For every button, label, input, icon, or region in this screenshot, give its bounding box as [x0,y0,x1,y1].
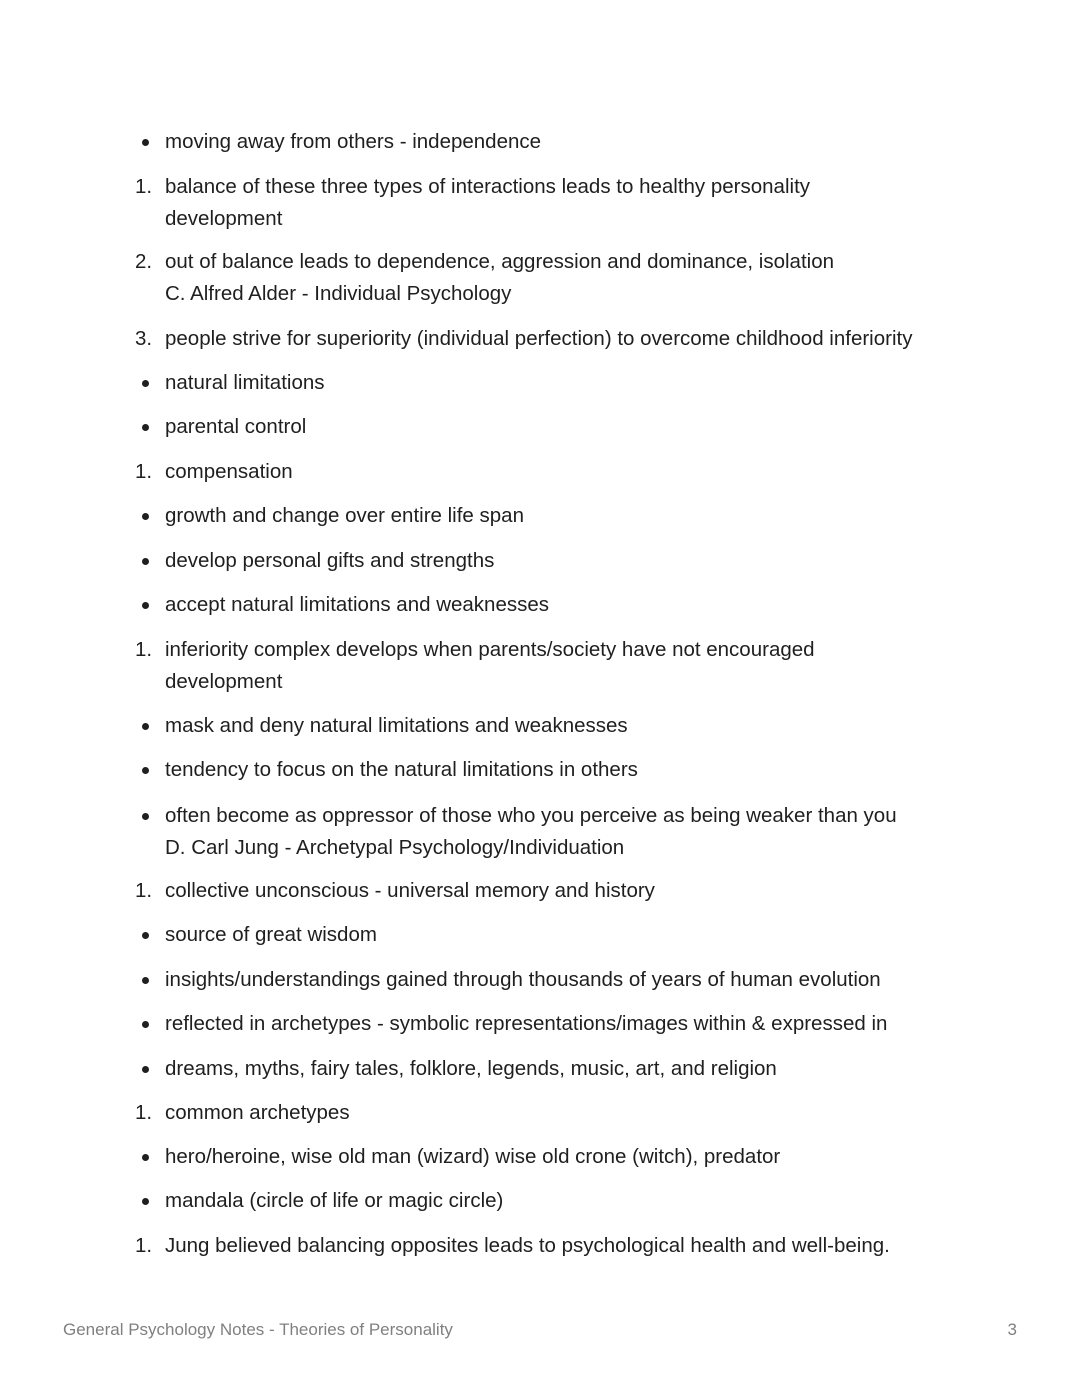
list-item-text: compensation [165,460,293,483]
list-number: 1. [135,1101,153,1124]
section-heading-carl-jung: D. Carl Jung - Archetypal Psychology/Individuation [165,836,625,859]
list-number: 1. [135,460,153,483]
list-item-text-continuation: development [165,207,283,230]
bullet-icon [142,813,149,820]
bullet-icon [142,977,149,984]
list-item-text: balance of these three types of interactions leads to healthy personality [165,175,811,198]
list-item-text: dreams, myths, fairy tales, folklore, legends, music, art, and religion [165,1057,777,1080]
bullet-icon [142,1066,149,1073]
list-item-text: common archetypes [165,1101,350,1124]
section-heading-alfred-adler: C. Alfred Alder - Individual Psychology [165,282,512,305]
list-item [165,964,965,996]
list-item-text: tendency to focus on the natural limitations in others [165,758,638,781]
list-item-text-continuation: development [165,670,283,693]
bullet-icon [142,424,149,431]
bullet-icon [142,767,149,774]
list-item [165,411,965,443]
list-number: 3. [135,327,153,350]
list-item [165,800,965,864]
footer-page-number: 3 [1007,1320,1017,1339]
list-number: 2. [135,250,153,273]
bullet-icon [142,139,149,146]
list-number: 1. [135,638,153,661]
bullet-icon [142,1154,149,1161]
list-item [165,1141,965,1173]
list-item-text: develop personal gifts and strengths [165,549,495,572]
list-item-text: mandala (circle of life or magic circle) [165,1189,504,1212]
list-number: 1. [135,879,153,902]
list-item [135,323,985,355]
bullet-icon [142,380,149,387]
bullet-icon [142,513,149,520]
list-item [165,1185,965,1217]
list-item [135,171,965,235]
list-item-text: people strive for superiority (individual perfection) to overcome childhood inferiority [165,327,913,350]
bullet-icon [142,1198,149,1205]
list-item [165,500,965,532]
list-item [165,1008,965,1040]
list-item [165,126,965,158]
list-number: 1. [135,1234,153,1257]
list-item-text: moving away from others - independence [165,130,542,153]
list-item [135,1230,965,1262]
list-item [135,634,965,698]
bullet-icon [142,1021,149,1028]
bullet-icon [142,602,149,609]
list-item-text: often become as oppressor of those who you perceive as being weaker than you [165,804,897,827]
list-item [135,1097,965,1129]
list-item-text: reflected in archetypes - symbolic representations/images within & expressed in [165,1012,888,1035]
footer-document-title: General Psychology Notes - Theories of Personality [63,1320,453,1339]
list-item-text: mask and deny natural limitations and weaknesses [165,714,628,737]
list-item [165,545,965,577]
list-item-text: accept natural limitations and weaknesses [165,593,550,616]
list-item-text: natural limitations [165,371,325,394]
list-item-text: hero/heroine, wise old man (wizard) wise old crone (witch), predator [165,1145,781,1168]
list-item [165,919,965,951]
list-item-text: source of great wisdom [165,923,377,946]
bullet-icon [142,932,149,939]
list-item-text: parental control [165,415,307,438]
bullet-icon [142,723,149,730]
list-item [165,754,965,786]
list-item-text: Jung believed balancing opposites leads to psychological health and well-being. [165,1234,890,1257]
list-item [135,456,965,488]
list-item [165,1053,965,1085]
list-item [165,367,965,399]
list-item-text: growth and change over entire life span [165,504,524,527]
list-item [135,875,965,907]
list-item-text: inferiority complex develops when parents/society have not encouraged [165,638,815,661]
list-item [165,589,965,621]
bullet-icon [142,558,149,565]
list-number: 1. [135,175,153,198]
list-item-text: collective unconscious - universal memory and history [165,879,655,902]
list-item-text: out of balance leads to dependence, aggression and dominance, isolation [165,250,835,273]
list-item [165,710,965,742]
list-item-text: insights/understandings gained through thousands of years of human evolution [165,968,881,991]
list-item [135,246,965,310]
